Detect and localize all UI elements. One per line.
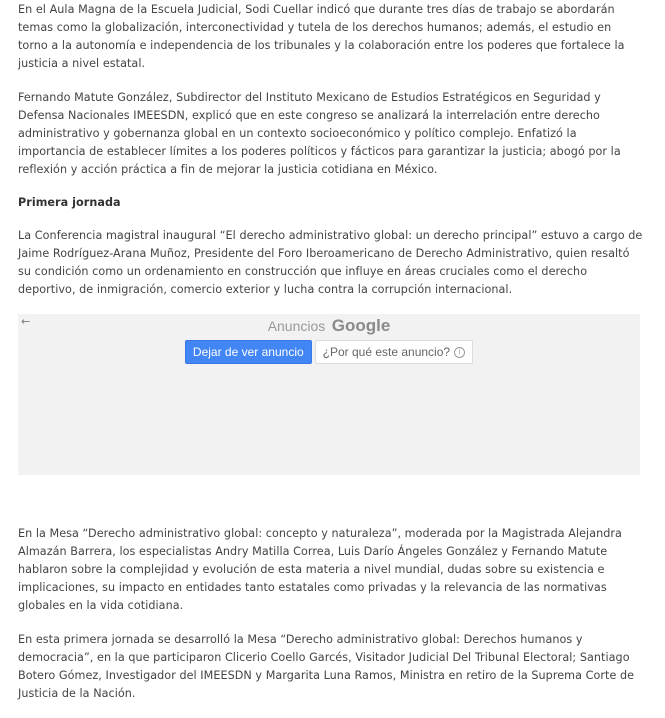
ad-actions (18, 340, 640, 364)
why-this-ad-button[interactable] (315, 340, 473, 364)
paragraph-fernando-matute: Fernando Matute González, Subdirector del Instituto Mexicano de Estudios Estratégicos en Seguridad y Defensa Nacionales IMEESDN, explicó que en este congreso se analizará la interrelación entre derecho administrativo y gobernanza global en un contexto socioeconómico y político complejo. Enfatizó la importancia de establecer límites a los poderes políticos y fácticos para garantizar la justicia; abogó por la reflexión y acción práctica a fin de mejorar la justicia cotidiana en México. (18, 91, 621, 176)
why-this-ad-label: ¿Por qué este anuncio? (322, 345, 451, 359)
paragraph-mesa-concepto-naturaleza: En la Mesa “Derecho administrativo global: concepto y naturaleza”, moderada por la Magistrada Alejandra Almazán Barrera, los especialistas Andry Matilla Correa, Luis Darío Ángeles González y Fernando Matute hablaron sobre la complejidad y evolución de esta materia a nivel mundial, dudas sobre su existencia e implicaciones, su impacto en entidades tanto estatales como privadas y la relevancia de las normativas globales en la vida cotidiana. (18, 527, 622, 612)
ad-header (18, 315, 640, 338)
google-logo: Google (331, 316, 391, 335)
section-heading-primera-jornada: Primera jornada (18, 196, 121, 209)
back-arrow-icon[interactable]: ← (21, 315, 31, 328)
paragraph-conferencia-magistral: La Conferencia magistral inaugural “El derecho administrativo global: un derecho principal” estuvo a cargo de Jaime Rodríguez-Arana Muñoz, Presidente del Foro Iberoamericano de Derecho Administrativo, quien resaltó su condición como un ordenamiento en construcción que influye en áreas cruciales como el derecho deportivo, de inmigración, comercio exterior y lucha contra la corrupción internacional. (18, 229, 643, 296)
stop-seeing-ad-button[interactable]: Dejar de ver anuncio (185, 340, 312, 364)
paragraph-mesa-derechos-humanos: En esta primera jornada se desarrolló la Mesa “Derecho administrativo global: Derechos humanos y democracia”, en la que participaron Clicerio Coello Garcés, Visitador Judicial Del Tribunal Electoral; Santiago Botero Gómez, Investigador del IMEESDN y Margarita Luna Ramos, Ministra en retiro de la Suprema Corte de Justicia de la Nación. (18, 633, 635, 700)
google-ad-container (18, 314, 640, 475)
info-icon: i (454, 347, 465, 358)
ads-label: Anuncios (267, 318, 326, 334)
paragraph-escuela-judicial: En el Aula Magna de la Escuela Judicial, Sodi Cuellar indicó que durante tres días de trabajo se abordarán temas como la globalización, interconectividad y tutela de los derechos humanos; además, el estudio en torno a la autonomía e independencia de los tribunales y la colaboración entre los poderes que fortalece la justicia a nivel estatal. (18, 3, 625, 70)
